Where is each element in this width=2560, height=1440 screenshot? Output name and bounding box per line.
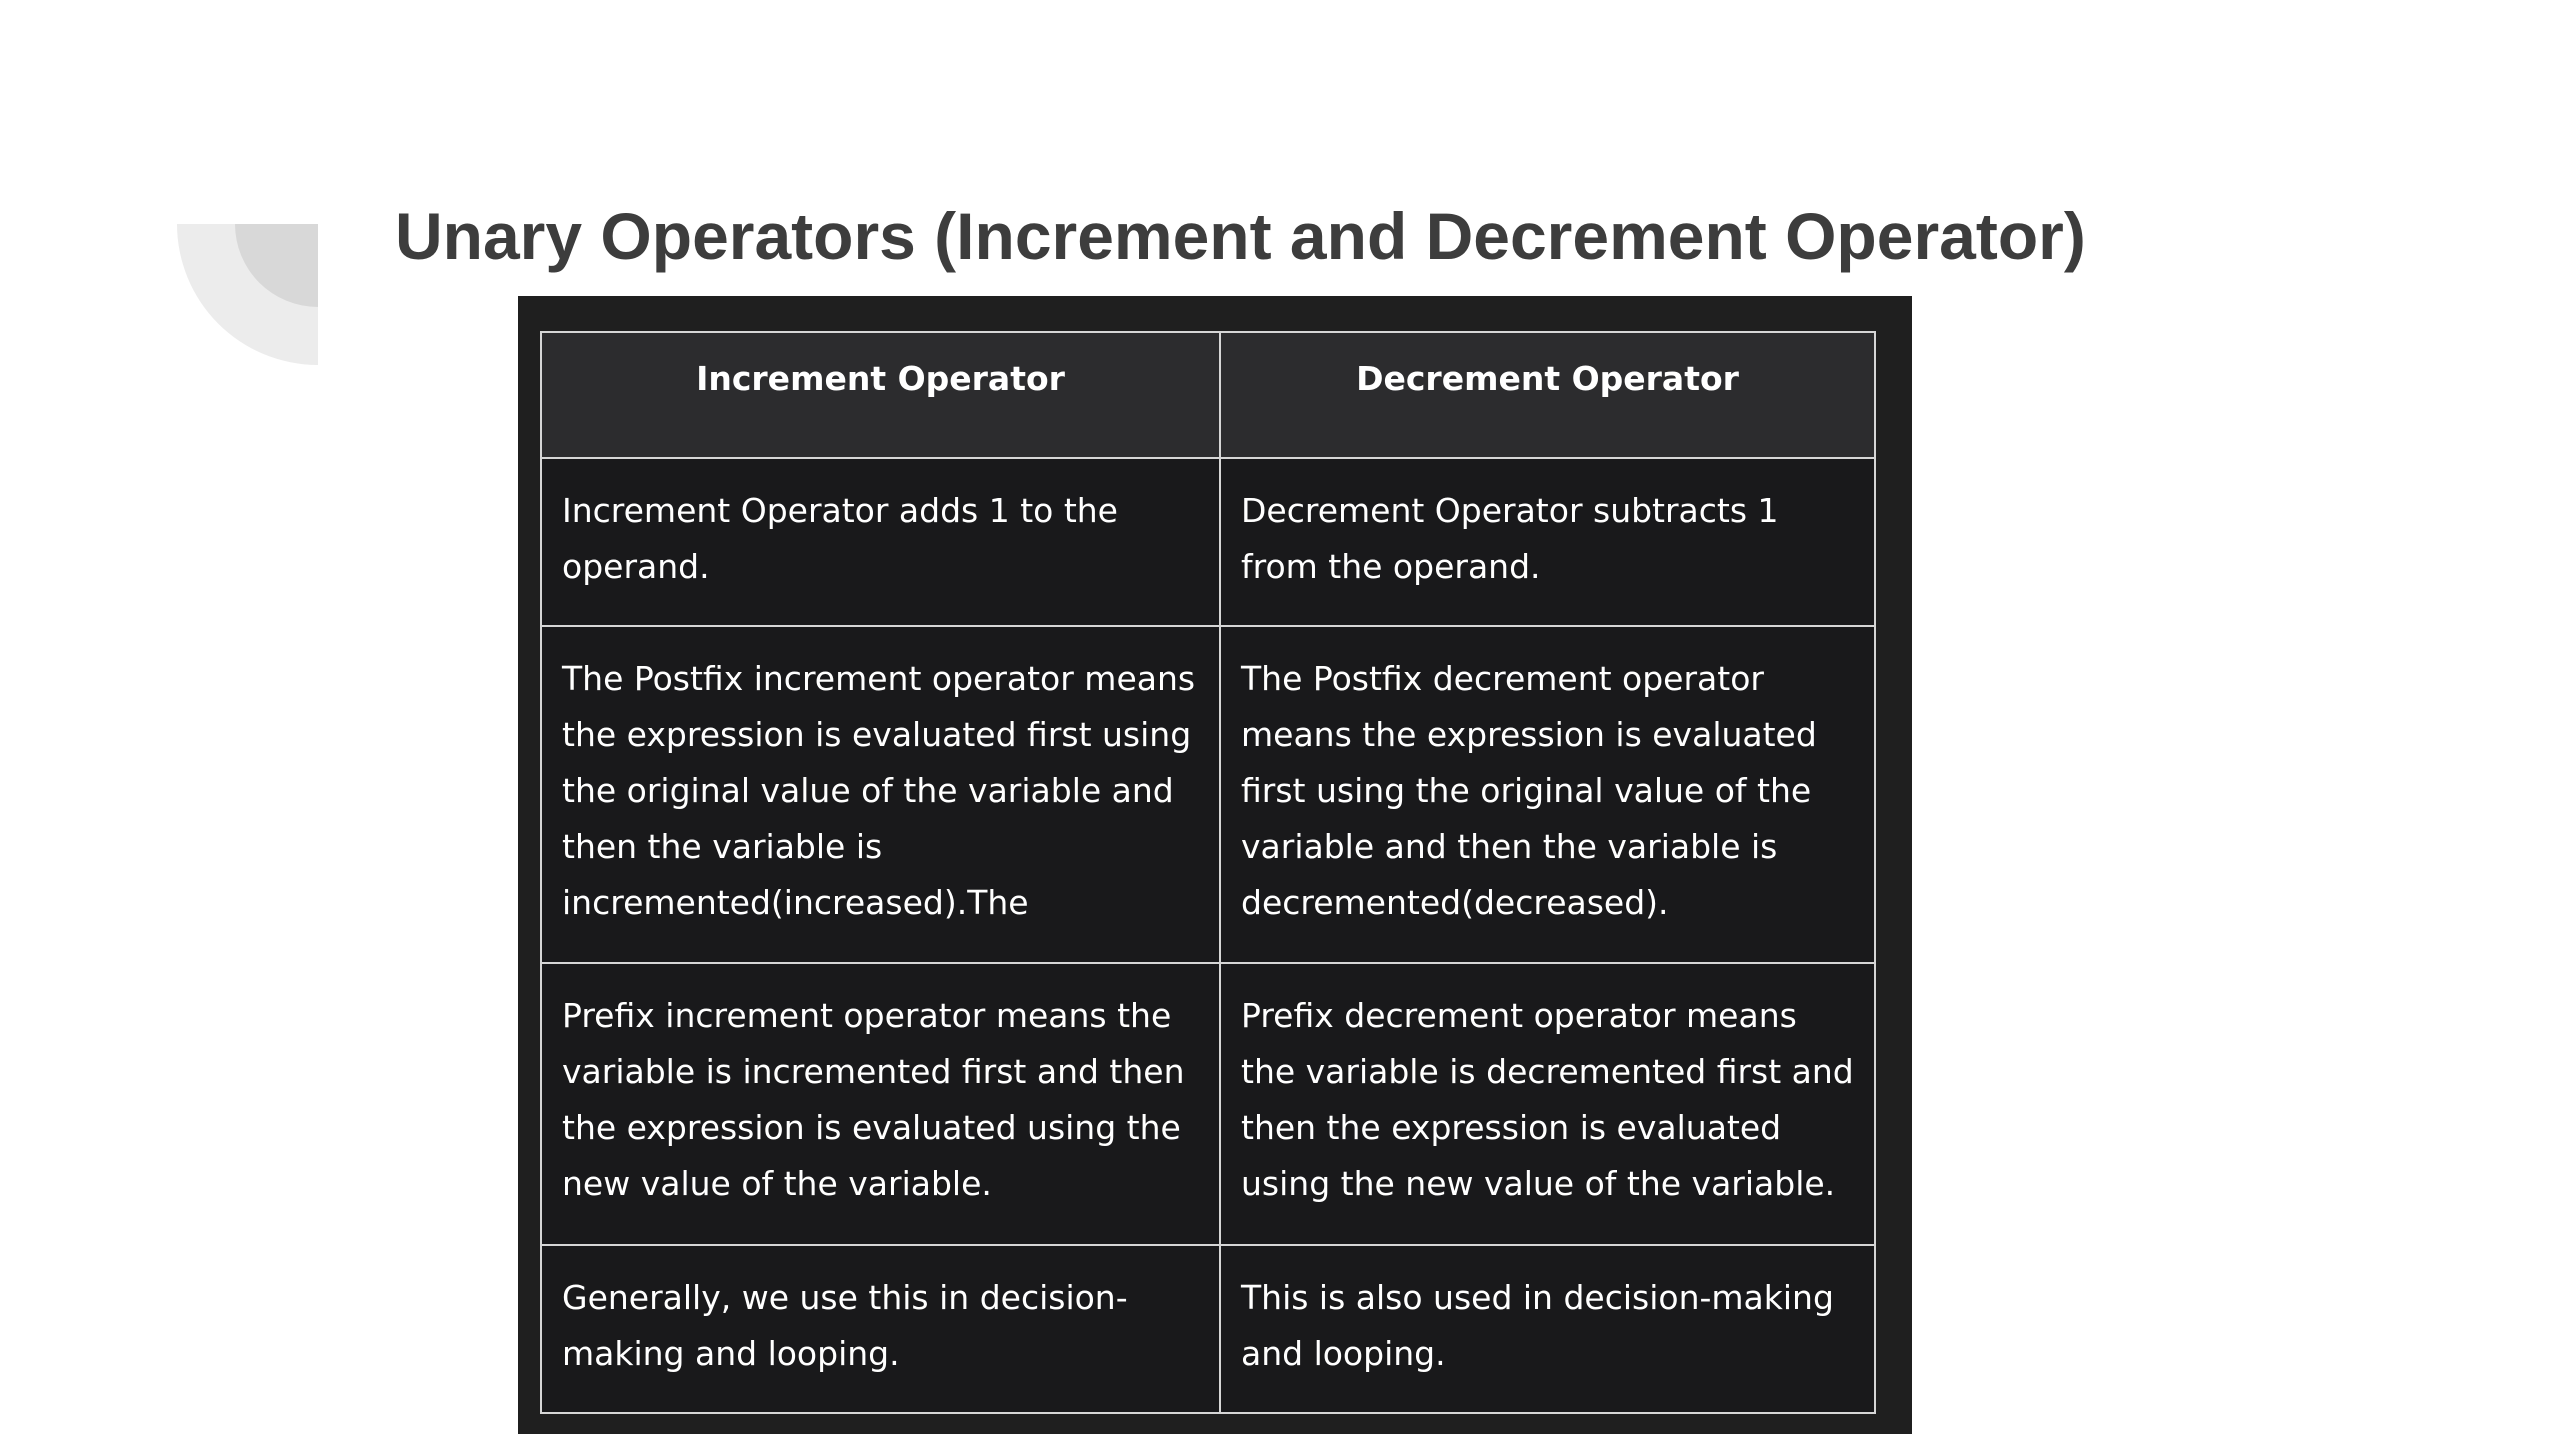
header-increment-operator: Increment Operator [541, 332, 1220, 458]
header-decrement-operator: Decrement Operator [1220, 332, 1875, 458]
corner-decoration [177, 224, 318, 365]
table-row [541, 963, 1875, 1245]
table-cell: Increment Operator adds 1 to the operand. [541, 458, 1220, 626]
table-cell: The Postfix increment operator means the expression is evaluated first using the original value of the variable and then the variable is incremented(increased).The [541, 626, 1220, 963]
slide-title: Unary Operators (Increment and Decrement Operator) [395, 199, 2086, 273]
table-image-panel [518, 296, 1912, 1434]
table-row [541, 458, 1875, 626]
table-cell: This is also used in decision-making and looping. [1220, 1245, 1875, 1413]
table-row [541, 1245, 1875, 1413]
table-header-row [541, 332, 1875, 458]
table-cell: The Postfix decrement operator means the expression is evaluated first using the original value of the variable and then the variable is decremented(decreased). [1220, 626, 1875, 963]
table-row [541, 626, 1875, 963]
table-cell: Prefix decrement operator means the variable is decremented first and then the expression is evaluated using the new value of the variable. [1220, 963, 1875, 1245]
table-cell: Prefix increment operator means the variable is incremented first and then the expression is evaluated using the new value of the variable. [541, 963, 1220, 1245]
operator-comparison-table [540, 331, 1876, 1414]
table-cell: Generally, we use this in decision-making and looping. [541, 1245, 1220, 1413]
table-cell: Decrement Operator subtracts 1 from the operand. [1220, 458, 1875, 626]
